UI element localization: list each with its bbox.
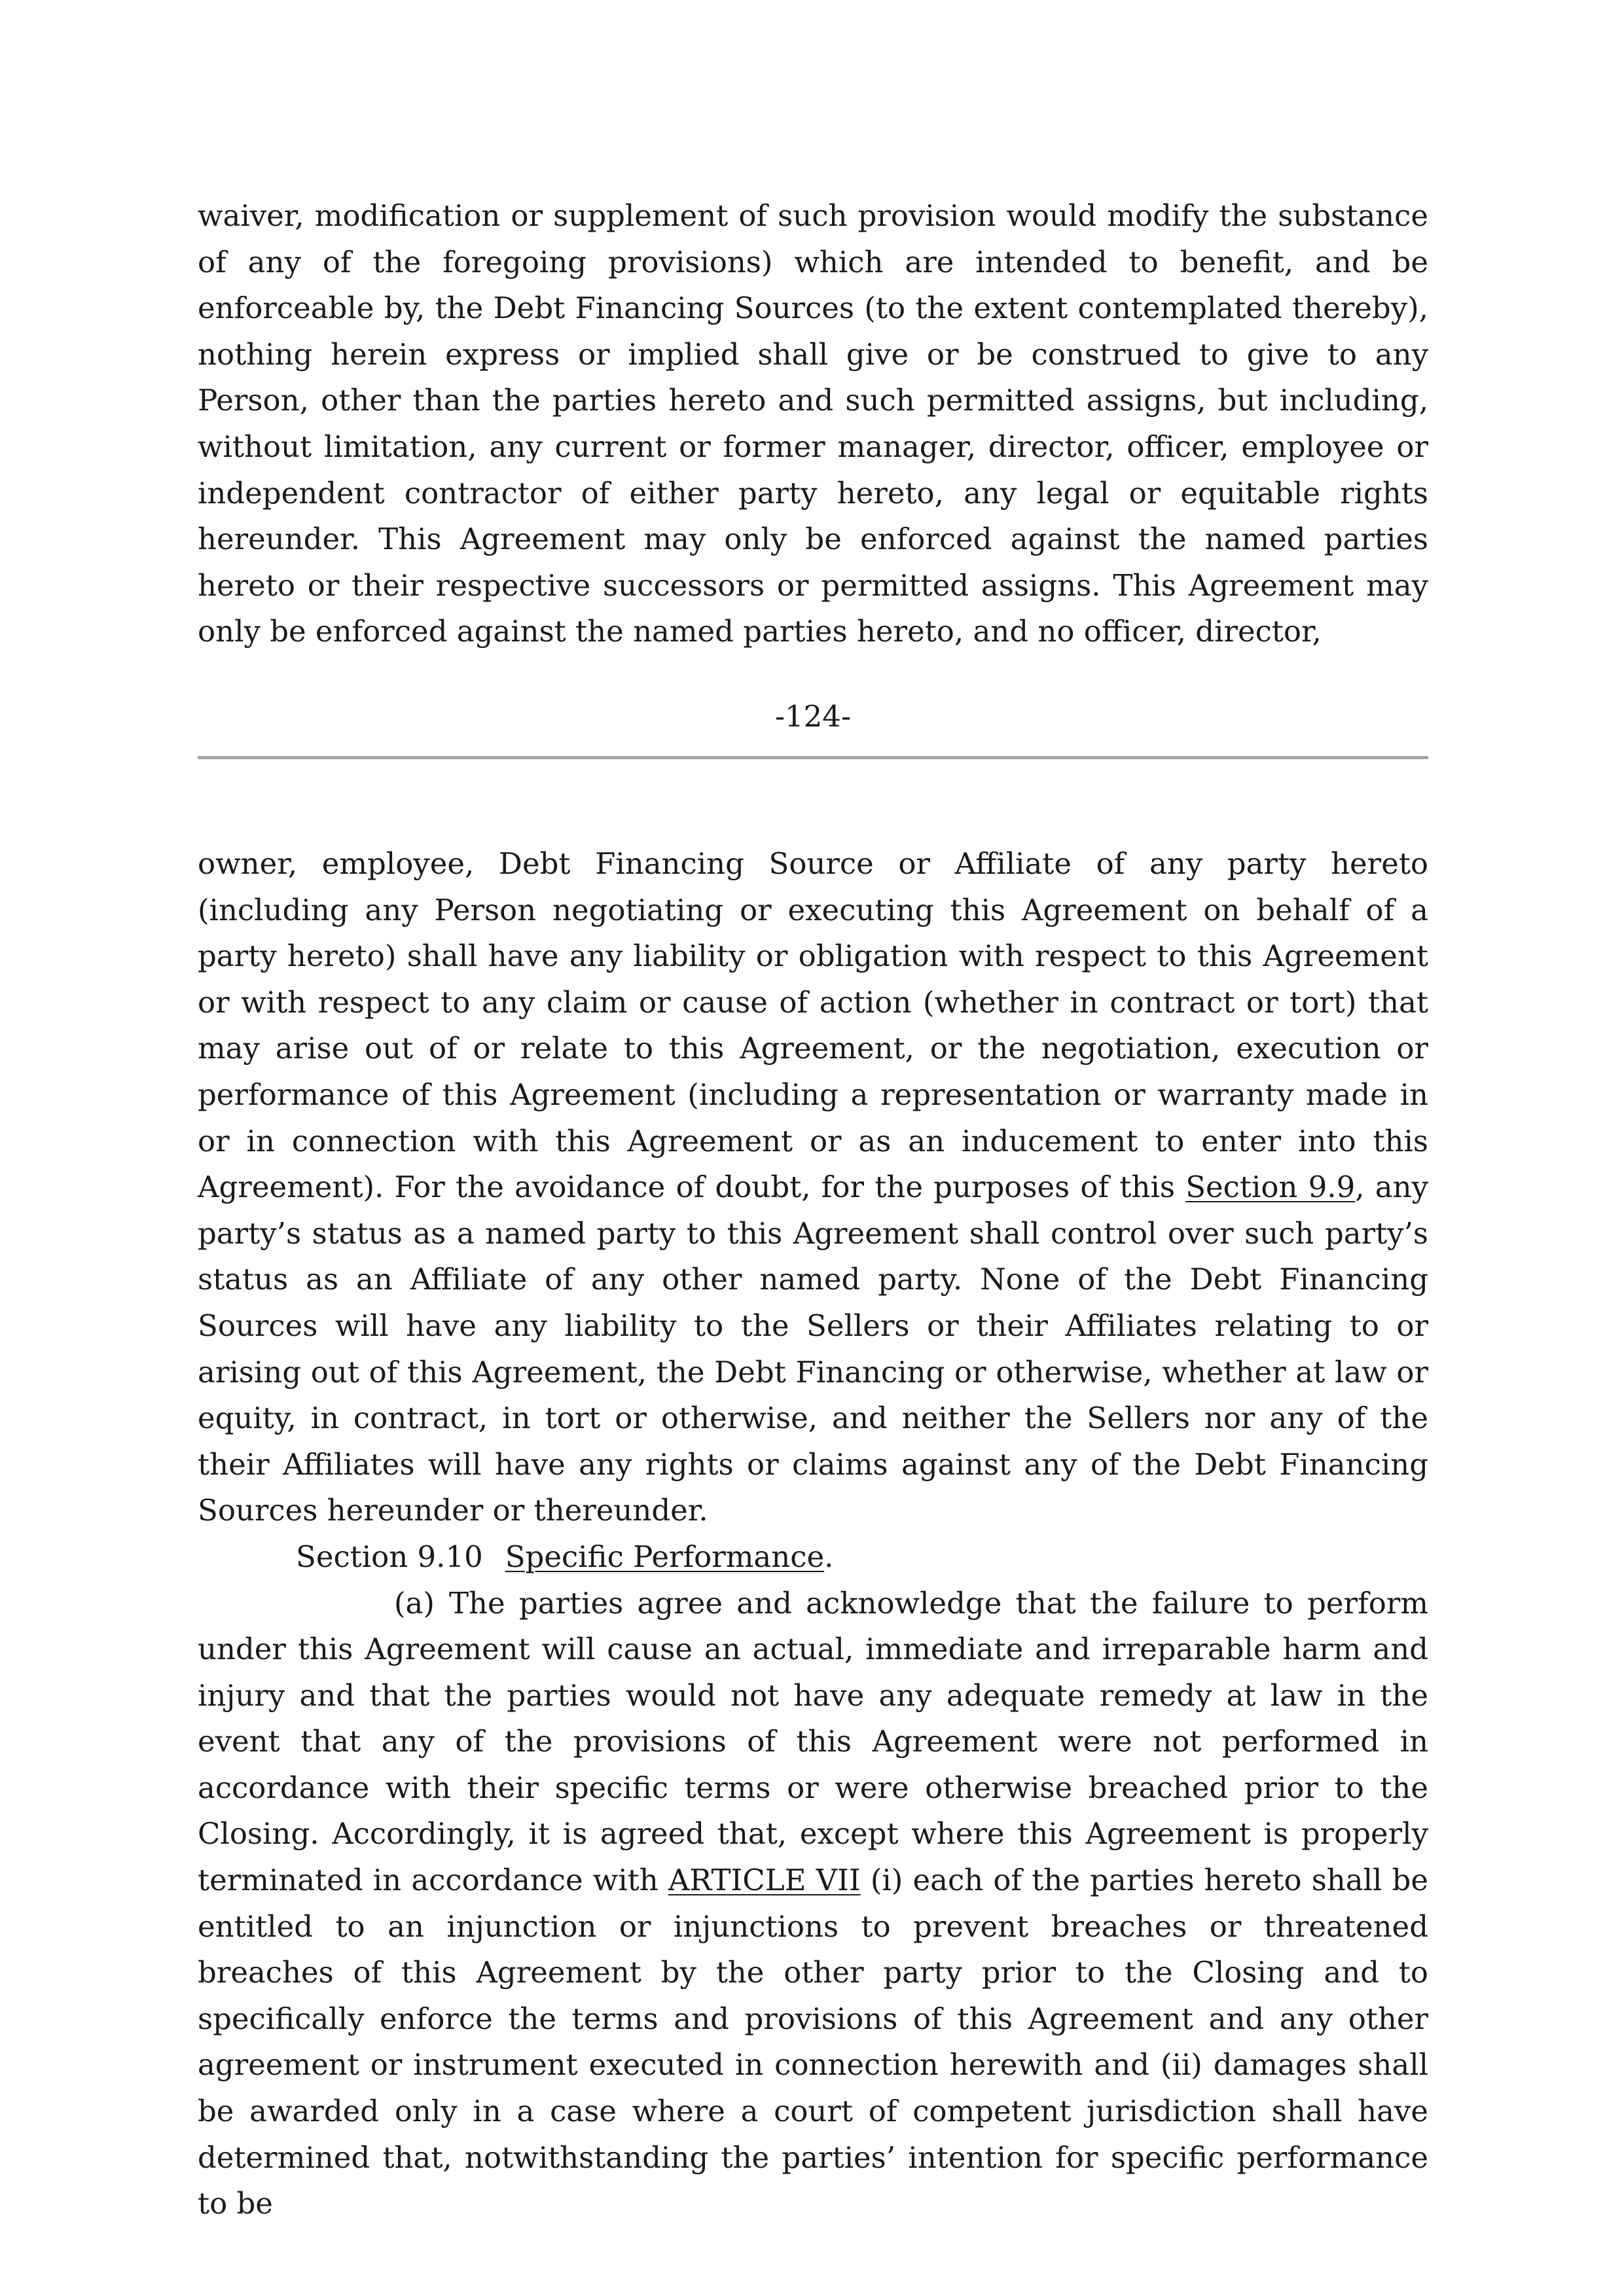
section-9-9-reference-link[interactable]: Section 9.9 bbox=[1185, 1170, 1356, 1205]
bottom-text-block bbox=[198, 841, 1428, 2227]
clause-text-1: The parties agree and acknowledge that the failure to perform under this Agreement will cause an actual, immediate and irreparable harm and injury and that the parties would not have any adequate remedy at law in the event that any of the provisions of this Agreement were not performed in accordance with their specific terms or were otherwise breached prior to the Closing. Accordingly, it is agreed that, except where this Agreement is properly terminated in accordance with bbox=[198, 1585, 1428, 1898]
clause-a-paragraph bbox=[198, 1581, 1428, 2227]
page-divider bbox=[198, 756, 1428, 759]
clause-label: (a) bbox=[394, 1585, 435, 1621]
section-heading bbox=[198, 1534, 1428, 1581]
section-number: Section 9.10 bbox=[296, 1539, 483, 1574]
article-vii-reference-link[interactable]: ARTICLE VII bbox=[668, 1863, 861, 1898]
section-title: Specific Performance bbox=[505, 1539, 825, 1574]
top-paragraph: waiver, modification or supplement of such provision would modify the substance of any of the foregoing provisions) which are intended to benefit, and be enforceable by, the Debt Financing Sources (to the extent contemplated thereby), nothing herein express or implied shall give or be construed to give to any Person, other than the parties hereto and such permitted assigns, but including, without limitation, any current or former manager, director, officer, employee or independent contractor of either party hereto, any legal or equitable rights hereunder. This Agreement may only be enforced against the named parties hereto or their respective successors or permitted assigns. This Agreement may only be enforced against the named parties hereto, and no officer, director, bbox=[198, 198, 1428, 649]
continuation-text-1: owner, employee, Debt Financing Source or Affiliate of any party hereto (including any Person negotiating or executing this Agreement on behalf of a party hereto) shall have any liability or obligation with respect to this Agreement or with respect to any claim or cause of action (whether in contract or tort) that may arise out of or relate to this Agreement, or the negotiation, execution or performance of this Agreement (including a representation or warranty made in or in connection with this Agreement or as an inducement to enter into this Agreement). For the avoidance of doubt, for the purposes of this bbox=[198, 846, 1428, 1205]
section-title-period: . bbox=[824, 1539, 834, 1574]
top-text-block bbox=[198, 193, 1428, 655]
page-number: -124- bbox=[774, 699, 852, 734]
clause-text-2: (i) each of the parties hereto shall be entitled to an injunction or injunctions to prevent breaches or threatened breaches of this Agreement by the other party prior to the Closing and to specifically enforce the terms and provisions of this Agreement and any other agreement or instrument executed in connection herewith and (ii) damages shall be awarded only in a case where a court of competent jurisdiction shall have determined that, notwithstanding the parties’ intention for specific performance to be bbox=[198, 1863, 1428, 2221]
continuation-paragraph bbox=[198, 841, 1428, 1534]
continuation-text-2: , any party’s status as a named party to this Agreement shall control over such party’s status as an Affiliate of any other named party. None of the Debt Financing Sources will have any liability to the Sellers or their Affiliates relating to or arising out of this Agreement, the Debt Financing or otherwise, whether at law or equity, in contract, in tort or otherwise, and neither the Sellers nor any of the their Affiliates will have any rights or claims against any of the Debt Financing Sources hereunder or thereunder. bbox=[198, 1170, 1428, 1528]
